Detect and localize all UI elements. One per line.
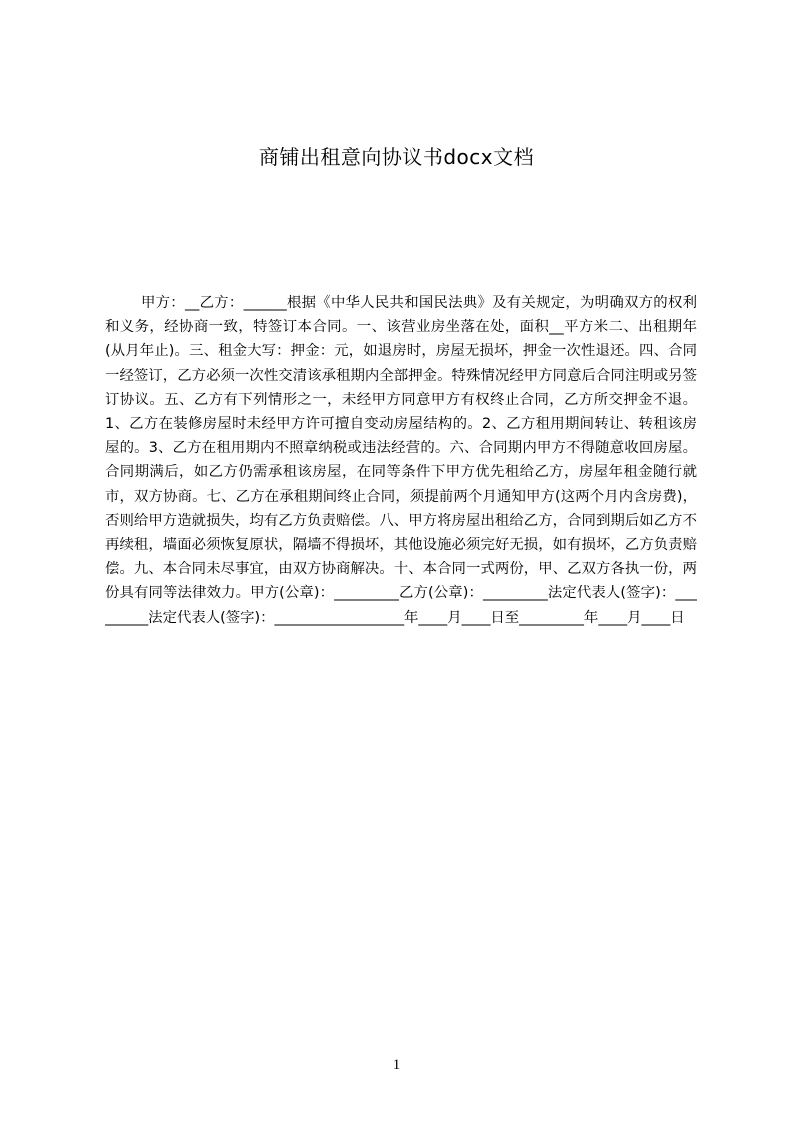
contract-body-text: 甲方：__乙方：______根据《中华人民共和国民法典》及有关规定，为明确双方的权利和义务，经协商一致，特签订本合同。一、该营业房坐落在处，面积__平方米二、出租期年(从月年止)。三、租金大写：押金：元，如退房时，房屋无损坏，押金一次性退还。四、合同一经签订，乙方必须一次性交清该承租期内全部押金。特殊情况经甲方同意后合同注明或另签订协议。五、乙方有下列情形之一，未经甲方同意甲方有权终止合同，乙方所交押金不退。1、乙方在装修房屋时未经甲方许可擅自变动房屋结构的。2、乙方租用期间转让、转租该房屋的。3、乙方在租用期内不照章纳税或违法经营的。六、合同期内甲方不得随意收回房屋。合同期满后，如乙方仍需承租该房屋，在同等条件下甲方优先租给乙方，房屋年租金随行就市，双方协商。七、乙方在承租期间终止合同，须提前两个月通知甲方(这两个月内含房费)，否则给甲方造就损失，均有乙方负责赔偿。八、甲方将房屋出租给乙方，合同到期后如乙方不再续租，墙面必须恢复原状，隔墙不得损坏，其他设施必须完好无损，如有损坏，乙方负责赔偿。九、本合同未尽事宜，由双方协商解决。十、本合同一式两份，甲、乙双方各执一份，两份具有同等法律效力。甲方(公章)：_________乙方(公章)：_________法定代表人(签字)：_________法定代表人(签字)：__________________年____月____日至_________年____月____日 — [105, 295, 697, 626]
page-number: 1 — [392, 1057, 401, 1073]
document-title: 商铺出租意向协议书docx文档 — [258, 145, 535, 169]
